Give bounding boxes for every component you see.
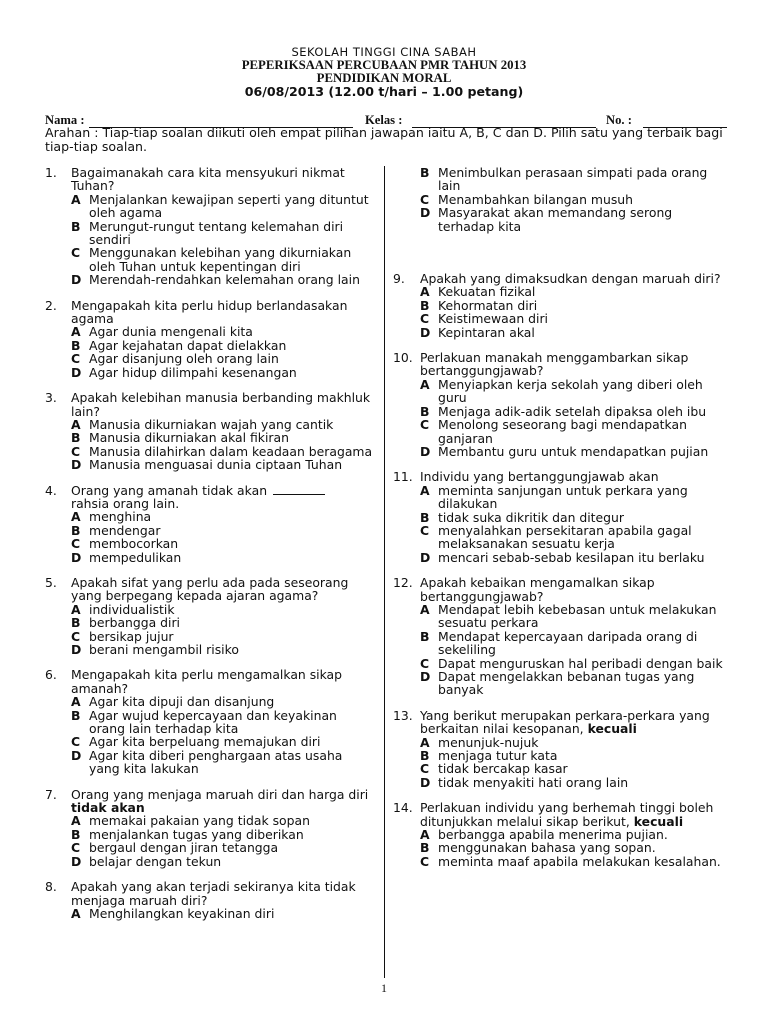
answer-option[interactable] xyxy=(420,418,729,445)
question-number: 10. xyxy=(393,350,413,366)
question-stem xyxy=(71,391,375,418)
answer-option[interactable] xyxy=(420,670,729,697)
question-stem xyxy=(420,470,729,483)
question-text: Perlakuan manakah menggambarkan sikap bertanggungjawab? xyxy=(420,350,689,379)
question-text-cont: rahsia orang lain. xyxy=(71,495,180,511)
question-item xyxy=(45,391,375,471)
question-number: 5. xyxy=(45,574,57,590)
question-emphasis: tidak akan xyxy=(71,800,145,816)
option-text: tidak suka dikritik dan ditegur xyxy=(438,509,624,525)
question-stem xyxy=(71,299,375,326)
question-number: 14. xyxy=(393,800,413,816)
option-text: tidak bercakap kasar xyxy=(438,761,568,777)
option-letter: C xyxy=(71,443,81,459)
option-letter: A xyxy=(420,734,430,750)
option-letter: D xyxy=(71,364,82,380)
answer-option[interactable] xyxy=(71,855,375,868)
question-number: 6. xyxy=(45,667,57,683)
option-letter: B xyxy=(71,826,81,842)
question-text: Mengapakah kita perlu mengamalkan sikap amanah? xyxy=(71,667,343,696)
answer-option[interactable] xyxy=(71,339,375,352)
question-item xyxy=(393,272,729,339)
question-stem xyxy=(71,880,375,907)
option-letter: B xyxy=(420,748,430,764)
question-item xyxy=(393,801,729,868)
option-text: Menghilangkan keyakinan diri xyxy=(89,905,275,921)
question-number: 8. xyxy=(45,879,57,895)
option-text: Agar kejahatan dapat dielakkan xyxy=(89,337,287,353)
answer-option[interactable] xyxy=(420,855,729,868)
option-text: mendengar xyxy=(89,522,161,538)
answer-option[interactable] xyxy=(420,206,729,233)
answer-option[interactable] xyxy=(71,749,375,776)
question-emphasis: kecuali xyxy=(587,721,637,737)
option-text: menjalankan tugas yang diberikan xyxy=(89,826,304,842)
option-letter: D xyxy=(420,669,431,684)
question-text: Yang berikut merupakan perkara-perkara yang berkaitan nilai kesopanan, xyxy=(420,707,710,737)
question-number: 3. xyxy=(45,390,57,406)
option-text: Manusia dilahirkan dalam keadaan beragama xyxy=(89,443,373,459)
option-letter: A xyxy=(71,813,81,829)
option-text: Merendah-rendahkan kelemahan orang lain xyxy=(89,272,360,288)
kelas-label: Kelas : xyxy=(365,113,403,127)
option-letter: B xyxy=(71,707,81,723)
question-stem xyxy=(71,668,375,695)
answer-option[interactable] xyxy=(420,285,729,298)
answer-option[interactable] xyxy=(71,273,375,286)
option-text: bergaul dengan jiran tetangga xyxy=(89,840,279,856)
option-text: mencari sebab-sebab kesilapan itu berlaku xyxy=(438,549,705,565)
question-number: 9. xyxy=(393,271,405,287)
option-letter: B xyxy=(420,165,430,180)
option-letter: B xyxy=(420,628,430,644)
answer-option[interactable] xyxy=(71,643,375,656)
option-letter: D xyxy=(71,747,82,763)
option-text: menggunakan bahasa yang sopan. xyxy=(438,840,656,856)
no-label: No. : xyxy=(606,113,632,127)
option-letter: C xyxy=(71,840,81,856)
question-number: 7. xyxy=(45,786,57,802)
option-text: Kehormatan diri xyxy=(438,297,538,313)
left-column xyxy=(45,166,375,932)
right-column xyxy=(393,166,729,880)
option-letter: C xyxy=(71,628,81,644)
option-letter: A xyxy=(71,509,81,525)
option-letter: C xyxy=(420,655,430,671)
option-text: menghina xyxy=(89,509,152,525)
option-letter: D xyxy=(420,205,431,221)
question-item xyxy=(45,668,375,775)
option-letter: C xyxy=(71,351,81,367)
option-text: Agar disanjung oleh orang lain xyxy=(89,351,279,367)
question-stem xyxy=(420,351,729,378)
option-letter: A xyxy=(71,694,81,710)
option-text: Manusia dikurniakan wajah yang cantik xyxy=(89,416,334,432)
question-text: Apakah kebaikan mengamalkan sikap bertanggungjawab? xyxy=(420,575,655,604)
option-letter: B xyxy=(420,509,430,525)
option-text: Kekuatan fizikal xyxy=(438,284,536,300)
question-number: 2. xyxy=(45,297,57,313)
option-text: Menambahkan bilangan musuh xyxy=(438,191,634,207)
option-text: Membantu guru untuk mendapatkan pujian xyxy=(438,443,709,459)
question-emphasis: kecuali xyxy=(633,813,684,829)
option-text: menjaga tutur kata xyxy=(438,748,558,764)
option-text: Masyarakat akan memandang serong terhadap kita xyxy=(438,205,673,234)
option-text: Menyiapkan kerja sekolah yang diberi oleh guru xyxy=(438,376,703,406)
option-text: Menimbulkan perasaan simpati pada orang lain xyxy=(438,165,708,194)
option-text: belajar dengan tekun xyxy=(89,853,222,869)
question-item xyxy=(393,576,729,697)
question-stem xyxy=(420,709,729,736)
option-text: Menjalankan kewajipan seperti yang dituntut oleh agama xyxy=(89,191,369,221)
answer-option[interactable] xyxy=(420,445,729,458)
question-item xyxy=(45,576,375,656)
answer-option[interactable] xyxy=(71,735,375,748)
option-letter: B xyxy=(71,522,81,538)
question-stem xyxy=(420,576,729,603)
answer-option[interactable] xyxy=(71,418,375,431)
answer-option[interactable] xyxy=(71,537,375,550)
option-text: Manusia menguasai dunia ciptaan Tuhan xyxy=(89,457,343,473)
option-letter: D xyxy=(71,549,82,565)
question-item xyxy=(393,351,729,458)
question-item xyxy=(45,484,375,564)
option-text: Agar hidup dilimpahi kesenangan xyxy=(89,364,297,380)
option-letter: C xyxy=(420,522,430,538)
question-text: Bagaimanakah cara kita mensyukuri nikmat Tuhan? xyxy=(71,165,345,194)
option-text: individualistik xyxy=(89,601,175,617)
question-text: Mengapakah kita perlu hidup berlandasakan agama xyxy=(71,297,348,327)
option-letter: A xyxy=(71,905,81,921)
option-letter: B xyxy=(71,430,81,446)
question-text: Apakah yang dimaksudkan dengan maruah diri? xyxy=(420,271,721,287)
question-text: Orang yang amanah tidak akan xyxy=(71,482,268,498)
option-letter: D xyxy=(420,443,431,459)
question-text: Orang yang menjaga maruah diri dan harga diri xyxy=(71,786,369,802)
answer-option[interactable] xyxy=(420,776,729,789)
question-stem xyxy=(420,272,729,285)
answer-option[interactable] xyxy=(420,378,729,405)
answer-option[interactable] xyxy=(71,616,375,629)
answer-option[interactable] xyxy=(420,484,729,511)
answer-option[interactable] xyxy=(420,326,729,339)
instructions: Arahan : Tiap-tiap soalan diikuti oleh empat pilihan jawapan iaitu A, B, C dan D. Pilih satu yang terbaik bagi tiap-tiap soalan. xyxy=(45,125,723,154)
answer-option[interactable] xyxy=(71,366,375,379)
option-text: Mendapat lebih kebebasan untuk melakukan sesuatu perkara xyxy=(438,601,717,631)
answer-option[interactable] xyxy=(420,657,729,670)
option-text: Mendapat kepercayaan daripada orang di sekeliling xyxy=(438,628,698,658)
option-text: Agar kita berpeluang memajukan diri xyxy=(89,734,321,750)
option-text: Agar wujud kepercayaan dan keyakinan orang lain terhadap kita xyxy=(89,707,337,737)
option-text: tidak menyakiti hati orang lain xyxy=(438,774,629,790)
option-text: Agar kita diberi penghargaan atas usaha yang kita lakukan xyxy=(89,747,343,777)
answer-option[interactable] xyxy=(420,166,729,193)
option-text: Agar kita dipuji dan disanjung xyxy=(89,694,275,710)
option-text: mempedulikan xyxy=(89,549,182,565)
question-stem xyxy=(420,801,729,828)
question-stem xyxy=(71,788,375,815)
question-stem xyxy=(71,576,375,603)
answer-option[interactable] xyxy=(420,736,729,749)
answer-option[interactable] xyxy=(71,510,375,523)
answer-option[interactable] xyxy=(420,524,729,551)
question-number: 12. xyxy=(393,575,413,591)
exam-datetime: 06/08/2013 (12.00 t/hari – 1.00 petang) xyxy=(244,84,524,99)
option-text: Kepintaran akal xyxy=(438,324,535,340)
question-text: Perlakuan individu yang berhemah tinggi boleh ditunjukkan melalui sikap berikut, xyxy=(420,800,714,829)
question-text: Apakah yang akan terjadi sekiranya kita tidak menjaga maruah diri? xyxy=(71,879,356,908)
answer-option[interactable] xyxy=(420,603,729,630)
option-letter: B xyxy=(420,403,430,419)
question-text: Apakah kelebihan manusia berbanding makhluk lain? xyxy=(71,390,371,419)
answer-option[interactable] xyxy=(420,762,729,775)
answer-option[interactable] xyxy=(420,312,729,325)
answer-option[interactable] xyxy=(420,299,729,312)
answer-option[interactable] xyxy=(71,220,375,247)
answer-option[interactable] xyxy=(71,193,375,220)
answer-option[interactable] xyxy=(71,458,375,471)
option-text: Dapat mengelakkan bebanan tugas yang banyak xyxy=(438,669,695,698)
question-item xyxy=(393,166,729,233)
question-text: Apakah sifat yang perlu ada pada seseorang yang berpegang kepada ajaran agama? xyxy=(71,574,349,604)
option-text: Menggunakan kelebihan yang dikurniakan oleh Tuhan untuk kepentingan diri xyxy=(89,245,352,274)
option-letter: C xyxy=(420,191,430,207)
option-text: meminta maaf apabila melakukan kesalahan. xyxy=(438,853,721,869)
answer-option[interactable] xyxy=(71,551,375,564)
answer-option[interactable] xyxy=(71,352,375,365)
option-text: Menolong seseorang bagi mendapatkan ganjaran xyxy=(438,417,687,446)
option-text: Keistimewaan diri xyxy=(438,311,548,327)
option-text: Dapat menguruskan hal peribadi dengan baik xyxy=(438,655,723,671)
answer-option[interactable] xyxy=(420,511,729,524)
option-letter: C xyxy=(420,853,430,869)
question-stem xyxy=(71,166,375,193)
option-letter: D xyxy=(71,642,82,657)
question-item xyxy=(45,299,375,379)
option-text: membocorkan xyxy=(89,536,179,552)
option-letter: C xyxy=(420,311,430,327)
question-number: 13. xyxy=(393,707,413,723)
option-letter: C xyxy=(420,417,430,433)
answer-option[interactable] xyxy=(71,841,375,854)
question-item xyxy=(45,880,375,920)
answer-option[interactable] xyxy=(71,246,375,273)
question-item xyxy=(45,166,375,287)
option-text: berbangga apabila menerima pujian. xyxy=(438,827,668,843)
option-letter: C xyxy=(420,761,430,777)
option-text: menunjuk-nujuk xyxy=(438,734,539,750)
answer-option[interactable] xyxy=(71,828,375,841)
answer-option[interactable] xyxy=(71,524,375,537)
answer-option[interactable] xyxy=(71,445,375,458)
answer-option[interactable] xyxy=(71,709,375,736)
answer-option[interactable] xyxy=(71,325,375,338)
option-letter: D xyxy=(420,549,431,565)
column-divider xyxy=(384,166,385,978)
option-letter: A xyxy=(71,416,81,432)
option-text: Manusia dikurniakan akal fikiran xyxy=(89,430,289,446)
option-letter: A xyxy=(71,191,81,207)
option-letter: C xyxy=(71,536,81,552)
nama-label: Nama : xyxy=(45,113,85,127)
option-letter: A xyxy=(420,482,430,498)
option-letter: D xyxy=(420,324,431,340)
question-item xyxy=(393,470,729,564)
option-letter: C xyxy=(71,245,81,261)
option-letter: B xyxy=(71,337,81,353)
question-number: 11. xyxy=(393,469,413,485)
option-text: berani mengambil risiko xyxy=(89,642,239,657)
question-number: 4. xyxy=(45,482,57,498)
option-letter: B xyxy=(420,297,430,313)
question-item xyxy=(393,709,729,789)
page-number: 1 xyxy=(381,981,387,995)
answer-option[interactable] xyxy=(71,630,375,643)
option-text: Merungut-rungut tentang kelemahan diri sendiri xyxy=(89,218,344,248)
answer-option[interactable] xyxy=(420,193,729,206)
option-text: Menjaga adik-adik setelah dipaksa oleh ibu xyxy=(438,403,707,419)
option-letter: A xyxy=(71,601,81,617)
option-letter: B xyxy=(71,615,81,631)
exam-title: PEPERIKSAAN PERCUBAAN PMR TAHUN 2013 xyxy=(241,58,527,72)
answer-option[interactable] xyxy=(420,749,729,762)
answer-option[interactable] xyxy=(420,551,729,564)
option-text: berbangga diri xyxy=(89,615,180,631)
option-letter: D xyxy=(71,457,82,473)
school-name: SEKOLAH TINGGI CINA SABAH xyxy=(291,45,477,59)
question-number: 1. xyxy=(45,165,57,180)
answer-option[interactable] xyxy=(420,405,729,418)
option-letter: B xyxy=(420,840,430,856)
question-stem xyxy=(71,484,375,511)
option-letter: D xyxy=(420,774,431,790)
answer-option[interactable] xyxy=(71,814,375,827)
answer-option[interactable] xyxy=(71,695,375,708)
option-letter: A xyxy=(420,284,430,300)
answer-option[interactable] xyxy=(71,907,375,920)
option-letter: A xyxy=(420,376,430,392)
option-text: memakai pakaian yang tidak sopan xyxy=(89,813,310,829)
document-header xyxy=(0,46,768,99)
option-letter: B xyxy=(71,218,81,234)
option-text: bersikap jujur xyxy=(89,628,174,644)
subject-title: PENDIDIKAN MORAL xyxy=(316,71,452,85)
answer-blank xyxy=(273,484,325,495)
answer-option[interactable] xyxy=(420,828,729,841)
option-letter: A xyxy=(71,324,81,340)
option-text: menyalahkan persekitaran apabila gagal melaksanakan sesuatu kerja xyxy=(438,522,692,552)
option-letter: A xyxy=(420,827,430,843)
option-letter: D xyxy=(71,272,82,288)
option-letter: C xyxy=(71,734,81,750)
option-letter: D xyxy=(71,853,82,869)
question-item xyxy=(45,788,375,868)
option-letter: A xyxy=(420,601,430,617)
answer-option[interactable] xyxy=(71,603,375,616)
option-text: Agar dunia mengenali kita xyxy=(89,324,253,340)
answer-option[interactable] xyxy=(71,431,375,444)
answer-option[interactable] xyxy=(420,841,729,854)
option-text: meminta sanjungan untuk perkara yang dilakukan xyxy=(438,482,688,512)
question-text: Individu yang bertanggungjawab akan xyxy=(420,469,659,485)
answer-option[interactable] xyxy=(420,630,729,657)
